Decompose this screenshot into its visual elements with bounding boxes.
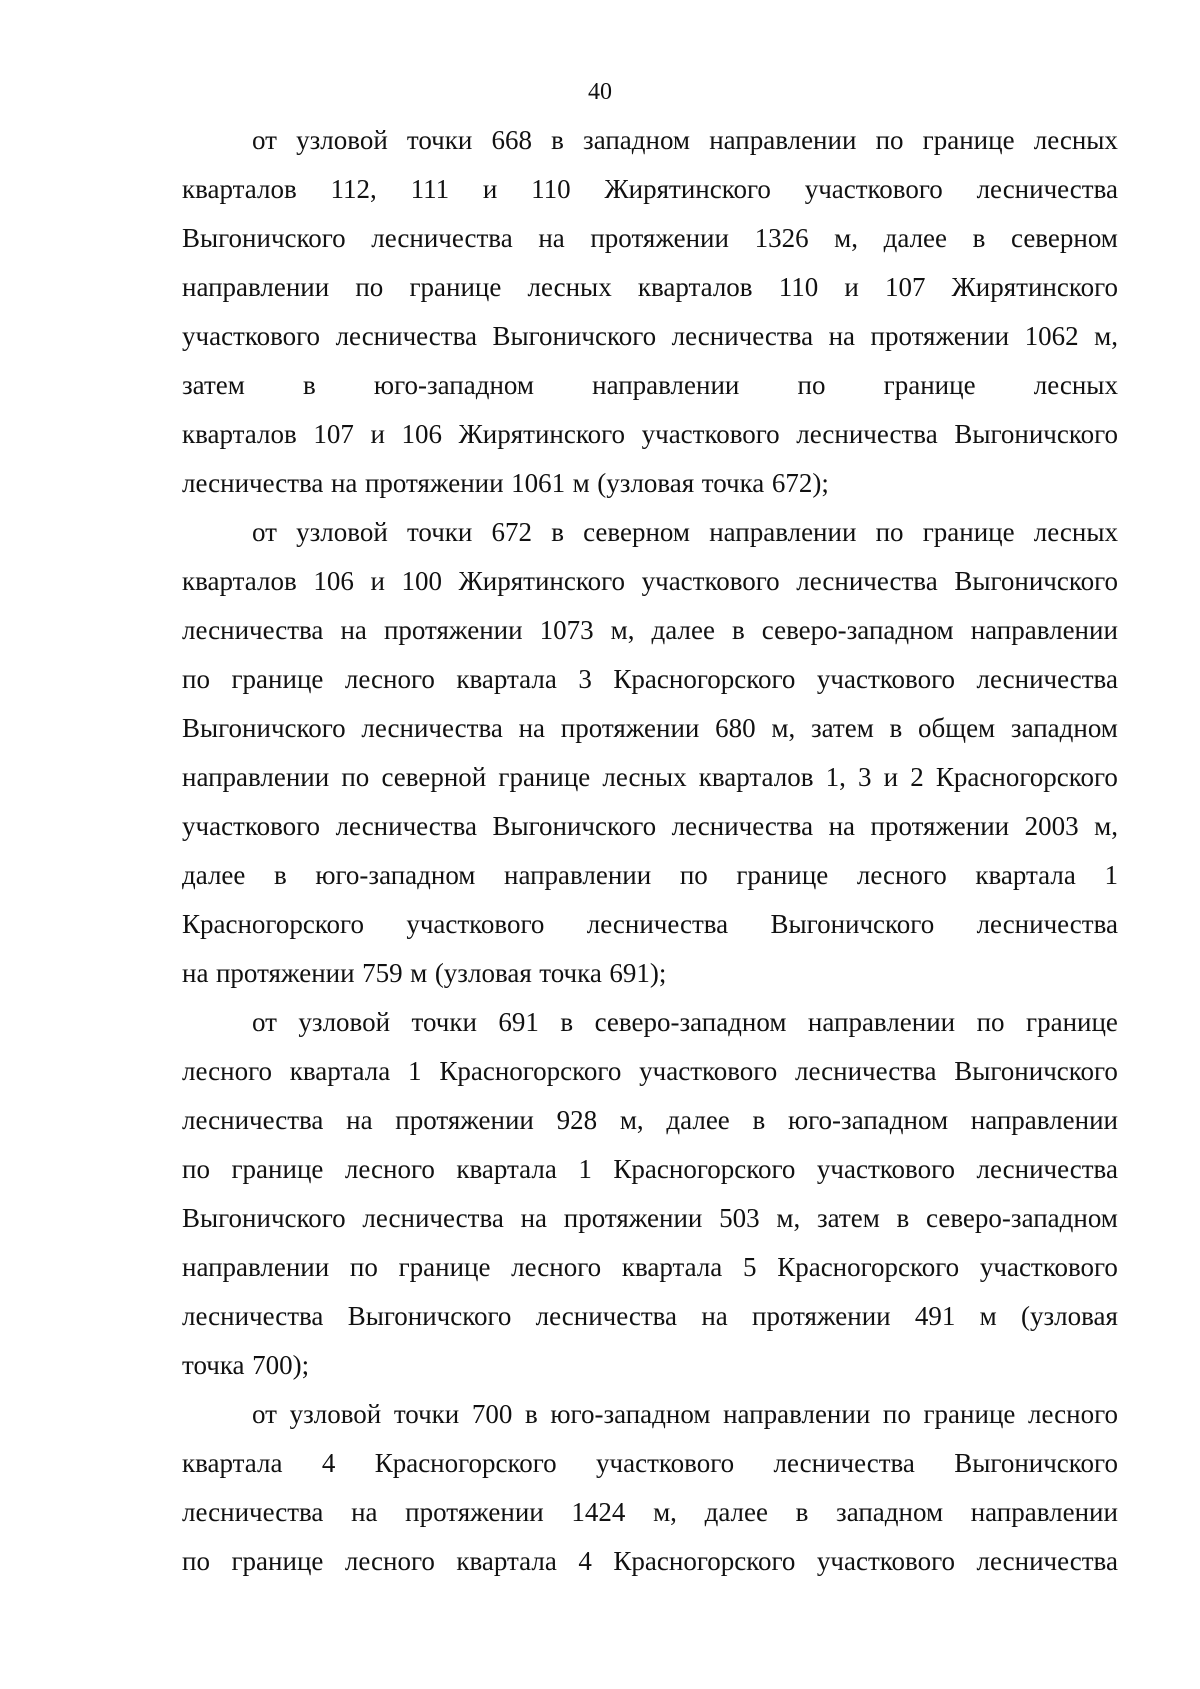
- word: точки: [393, 1399, 460, 1429]
- word: протяжении: [870, 811, 1010, 841]
- word: 111: [410, 174, 450, 204]
- word: лесного: [344, 1154, 435, 1184]
- word: 668: [491, 125, 532, 155]
- word: по: [976, 1007, 1005, 1037]
- word: 3: [578, 664, 592, 694]
- word: в: [274, 860, 287, 890]
- word: 503: [719, 1203, 760, 1233]
- word: 5: [743, 1252, 757, 1282]
- word: квартала: [456, 1546, 557, 1576]
- word: лесных: [1033, 370, 1118, 400]
- text-line: [182, 851, 1118, 900]
- word: на: [520, 1203, 548, 1233]
- word: протяжении: [383, 615, 523, 645]
- word: квартала: [456, 664, 557, 694]
- word: протяжении: [405, 1497, 544, 1527]
- word: от: [252, 1007, 277, 1037]
- word: участкового: [641, 419, 780, 449]
- word: 106: [313, 566, 354, 596]
- word: направлении: [970, 615, 1118, 645]
- word: (узловая: [434, 958, 532, 988]
- word: северном: [1011, 223, 1118, 253]
- word: западном: [583, 125, 691, 155]
- word: Жирятинского: [951, 272, 1118, 302]
- word: по: [797, 370, 826, 400]
- word: по: [875, 517, 904, 547]
- word: Жирятинского: [458, 566, 625, 596]
- word: лесного: [344, 664, 435, 694]
- text-line: [182, 802, 1118, 851]
- text-line: [182, 1047, 1118, 1096]
- word: кварталов: [637, 272, 753, 302]
- word: лесничества: [976, 1546, 1118, 1576]
- word: лесных: [1033, 125, 1118, 155]
- word: границе: [883, 370, 976, 400]
- word: Выгоничского: [182, 713, 346, 743]
- text-line: [182, 1488, 1118, 1537]
- word: от: [252, 517, 277, 547]
- word: Выгоничского: [492, 811, 657, 841]
- word: м,: [619, 1105, 644, 1135]
- word: на: [351, 1497, 378, 1527]
- text-line: [182, 1194, 1118, 1243]
- word: 1,: [825, 762, 846, 792]
- word: границе: [498, 762, 591, 792]
- word: в: [525, 1399, 538, 1429]
- word: лесничества: [182, 615, 324, 645]
- word: кварталов: [698, 762, 814, 792]
- word: в: [731, 615, 745, 645]
- word: далее: [666, 1105, 730, 1135]
- word: далее: [651, 615, 715, 645]
- word: на: [346, 1105, 373, 1135]
- page-number: 40: [588, 79, 612, 105]
- word: участкового: [641, 566, 780, 596]
- word: юго-западном: [315, 860, 476, 890]
- word: на: [538, 223, 565, 253]
- word: 759: [362, 958, 403, 988]
- word: на: [701, 1301, 728, 1331]
- text-line: [182, 1439, 1118, 1488]
- word: лесничества: [362, 1203, 504, 1233]
- word: м,: [1094, 811, 1118, 841]
- word: 2: [910, 762, 924, 792]
- word: 107: [313, 419, 354, 449]
- word: лесного: [856, 860, 947, 890]
- text-line: [182, 704, 1118, 753]
- text-line: [182, 655, 1118, 704]
- word: 1: [408, 1056, 422, 1086]
- text-line: [182, 263, 1118, 312]
- word: 1: [1104, 860, 1118, 890]
- word: м,: [834, 223, 859, 253]
- word: лесного: [182, 1056, 272, 1086]
- word: 1326: [754, 223, 809, 253]
- text-line: [182, 214, 1118, 263]
- word: точка: [701, 468, 765, 498]
- word: направлении: [504, 860, 652, 890]
- word: Выгоничского: [182, 223, 346, 253]
- word: на: [182, 958, 209, 988]
- word: участкового: [182, 811, 321, 841]
- word: квартала: [182, 1448, 283, 1478]
- word: на: [518, 713, 546, 743]
- word: юго-западном: [787, 1105, 949, 1135]
- word: участкового: [639, 1056, 778, 1086]
- word: по: [875, 125, 904, 155]
- word: 691: [498, 1007, 539, 1037]
- word: протяжении: [395, 1105, 534, 1135]
- word: участкового: [804, 174, 943, 204]
- word: участкового: [406, 909, 545, 939]
- word: направлении: [182, 1252, 330, 1282]
- word: лесных: [602, 762, 687, 792]
- word: в: [752, 1105, 766, 1135]
- word: затем: [810, 713, 874, 743]
- word: затем: [182, 370, 245, 400]
- word: по: [182, 664, 210, 694]
- word: лесничества: [535, 1301, 678, 1331]
- word: 2003: [1024, 811, 1079, 841]
- word: лесничества: [335, 321, 477, 351]
- word: северо-западном: [761, 615, 954, 645]
- word: Красногорского: [777, 1252, 960, 1282]
- text-line: [182, 459, 1118, 508]
- word: северном: [583, 517, 691, 547]
- word: Выгоничского: [182, 1203, 346, 1233]
- word: точка: [182, 1350, 245, 1380]
- word: направлении: [592, 370, 740, 400]
- word: направлении: [709, 125, 857, 155]
- word: (узловая: [1021, 1301, 1118, 1331]
- text-line: [182, 1145, 1118, 1194]
- word: лесничества: [976, 174, 1118, 204]
- word: точка: [539, 958, 602, 988]
- text-line: [182, 312, 1118, 361]
- word: лесничества: [976, 1154, 1118, 1184]
- text-line: [182, 949, 1118, 998]
- word: лесничества: [976, 664, 1118, 694]
- word: м,: [610, 615, 635, 645]
- text-line: [182, 1243, 1118, 1292]
- word: лесных: [527, 272, 612, 302]
- word: затем: [816, 1203, 880, 1233]
- word: северо-западном: [926, 1203, 1118, 1233]
- word: границе: [231, 1154, 324, 1184]
- word: участкового: [979, 1252, 1118, 1282]
- word: направлении: [723, 1399, 871, 1429]
- word: Выгоничского: [954, 566, 1118, 596]
- word: далее: [704, 1497, 768, 1527]
- word: участкового: [816, 1154, 955, 1184]
- word: Красногорского: [439, 1056, 622, 1086]
- word: участкового: [596, 1448, 735, 1478]
- word: направлении: [807, 1007, 956, 1037]
- word: и: [482, 174, 498, 204]
- word: 1: [578, 1154, 592, 1184]
- word: Выгоничского: [770, 909, 935, 939]
- text-line: [182, 1292, 1118, 1341]
- word: протяжении: [870, 321, 1010, 351]
- word: протяжении: [590, 223, 729, 253]
- word: протяжении: [364, 468, 504, 498]
- word: Выгоничского: [347, 1301, 512, 1331]
- word: в: [889, 713, 903, 743]
- word: Красногорского: [935, 762, 1118, 792]
- word: (узловая: [597, 468, 695, 498]
- word: 1062: [1024, 321, 1079, 351]
- word: м: [572, 468, 590, 498]
- word: лесных: [1033, 517, 1118, 547]
- word: 4: [321, 1448, 336, 1478]
- text-line: [182, 1341, 1118, 1390]
- word: лесничества: [182, 1497, 324, 1527]
- word: кварталов: [182, 174, 297, 204]
- word: лесничества: [182, 1105, 324, 1135]
- word: на: [330, 468, 358, 498]
- word: границе: [922, 125, 1015, 155]
- word: границе: [922, 517, 1015, 547]
- word: лесничества: [796, 419, 938, 449]
- word: в: [551, 517, 564, 547]
- text-line: [182, 1096, 1118, 1145]
- word: точки: [406, 517, 473, 547]
- word: лесного: [1028, 1399, 1118, 1429]
- word: от: [252, 1399, 277, 1429]
- text-line: [182, 1390, 1118, 1439]
- word: 1061: [511, 468, 566, 498]
- word: направлении: [970, 1105, 1118, 1135]
- word: лесного: [344, 1546, 435, 1576]
- word: лесничества: [361, 713, 503, 743]
- word: 107: [884, 272, 926, 302]
- word: Красногорского: [182, 909, 364, 939]
- word: границе: [398, 1252, 491, 1282]
- word: границе: [923, 1399, 1016, 1429]
- word: 672);: [771, 468, 829, 498]
- word: м,: [653, 1497, 677, 1527]
- word: 1073: [539, 615, 594, 645]
- word: узловой: [298, 1007, 391, 1037]
- word: Красногорского: [613, 1154, 796, 1184]
- word: направлении: [970, 1497, 1118, 1527]
- word: лесничества: [671, 321, 814, 351]
- word: лесничества: [795, 1056, 937, 1086]
- text-line: [182, 900, 1118, 949]
- word: северной: [381, 762, 487, 792]
- word: 928: [556, 1105, 598, 1135]
- word: лесного: [511, 1252, 602, 1282]
- word: квартала: [456, 1154, 557, 1184]
- word: 110: [778, 272, 819, 302]
- word: протяжении: [215, 958, 355, 988]
- word: 700);: [252, 1350, 310, 1380]
- word: общем: [918, 713, 996, 743]
- text-line: [182, 557, 1118, 606]
- text-line: [182, 606, 1118, 655]
- word: 691);: [609, 958, 667, 988]
- word: квартала: [975, 860, 1076, 890]
- word: м: [979, 1301, 997, 1331]
- word: направлении: [182, 762, 330, 792]
- word: в: [972, 223, 986, 253]
- word: направлении: [709, 517, 857, 547]
- word: по: [349, 1252, 378, 1282]
- word: Выгоничского: [954, 1056, 1118, 1086]
- word: квартала: [289, 1056, 391, 1086]
- word: лесничества: [182, 1301, 324, 1331]
- word: 100: [401, 566, 442, 596]
- word: лесничества: [796, 566, 938, 596]
- document-body: [182, 116, 1118, 1586]
- word: границе: [409, 272, 502, 302]
- word: участкового: [182, 321, 321, 351]
- word: по: [355, 272, 384, 302]
- word: в: [551, 125, 564, 155]
- word: узловой: [296, 125, 388, 155]
- text-line: [182, 361, 1118, 410]
- word: направлении: [182, 272, 330, 302]
- word: по: [341, 762, 370, 792]
- word: в: [560, 1007, 574, 1037]
- text-line: [182, 165, 1118, 214]
- word: от: [252, 125, 277, 155]
- word: границе: [736, 860, 829, 890]
- word: юго-западном: [550, 1399, 711, 1429]
- word: участкового: [816, 664, 955, 694]
- word: северо-западном: [594, 1007, 787, 1037]
- word: кварталов: [182, 419, 297, 449]
- word: 1424: [571, 1497, 626, 1527]
- word: протяжении: [560, 713, 700, 743]
- word: Жирятинского: [604, 174, 771, 204]
- word: и: [370, 566, 385, 596]
- word: лесничества: [335, 811, 477, 841]
- word: Красногорского: [374, 1448, 557, 1478]
- word: м: [410, 958, 428, 988]
- word: 680: [715, 713, 756, 743]
- word: Красногорского: [613, 1546, 796, 1576]
- word: 3: [858, 762, 872, 792]
- word: лесничества: [773, 1448, 915, 1478]
- word: м,: [771, 713, 796, 743]
- text-line: [182, 508, 1118, 557]
- word: западном: [836, 1497, 944, 1527]
- word: западном: [1010, 713, 1118, 743]
- word: лесничества: [671, 811, 814, 841]
- word: кварталов: [182, 566, 297, 596]
- word: лесничества: [182, 468, 324, 498]
- text-line: [182, 1537, 1118, 1586]
- word: границе: [231, 1546, 324, 1576]
- word: Выгоничского: [954, 1448, 1118, 1478]
- word: по: [182, 1154, 210, 1184]
- word: на: [828, 811, 856, 841]
- word: узловой: [296, 517, 388, 547]
- word: Выгоничского: [954, 419, 1118, 449]
- word: далее: [182, 860, 246, 890]
- word: на: [828, 321, 856, 351]
- word: по: [679, 860, 708, 890]
- word: протяжении: [563, 1203, 703, 1233]
- word: точки: [406, 125, 473, 155]
- word: 700: [471, 1399, 513, 1429]
- text-line: [182, 116, 1118, 165]
- word: 672: [491, 517, 533, 547]
- word: Жирятинского: [458, 419, 625, 449]
- word: и: [844, 272, 859, 302]
- word: квартала: [621, 1252, 723, 1282]
- word: Красногорского: [613, 664, 796, 694]
- word: в: [896, 1203, 910, 1233]
- word: границе: [231, 664, 324, 694]
- word: лесничества: [586, 909, 729, 939]
- word: 106: [401, 419, 442, 449]
- word: в: [795, 1497, 809, 1527]
- word: лесничества: [976, 909, 1118, 939]
- word: далее: [883, 223, 948, 253]
- word: узловой: [289, 1399, 382, 1429]
- word: и: [883, 762, 899, 792]
- text-line: [182, 753, 1118, 802]
- word: точки: [411, 1007, 477, 1037]
- word: и: [370, 419, 385, 449]
- word: юго-западном: [373, 370, 534, 400]
- word: 491: [914, 1301, 956, 1331]
- word: границе: [1026, 1007, 1118, 1037]
- word: протяжении: [752, 1301, 891, 1331]
- text-line: [182, 998, 1118, 1047]
- word: 110: [531, 174, 571, 204]
- word: по: [182, 1546, 210, 1576]
- word: участкового: [816, 1546, 955, 1576]
- word: 112,: [330, 174, 377, 204]
- word: в: [303, 370, 316, 400]
- word: лесничества: [371, 223, 513, 253]
- word: по: [882, 1399, 911, 1429]
- word: 4: [578, 1546, 592, 1576]
- word: м,: [776, 1203, 801, 1233]
- word: м,: [1094, 321, 1118, 351]
- word: на: [340, 615, 367, 645]
- word: Выгоничского: [492, 321, 657, 351]
- text-line: [182, 410, 1118, 459]
